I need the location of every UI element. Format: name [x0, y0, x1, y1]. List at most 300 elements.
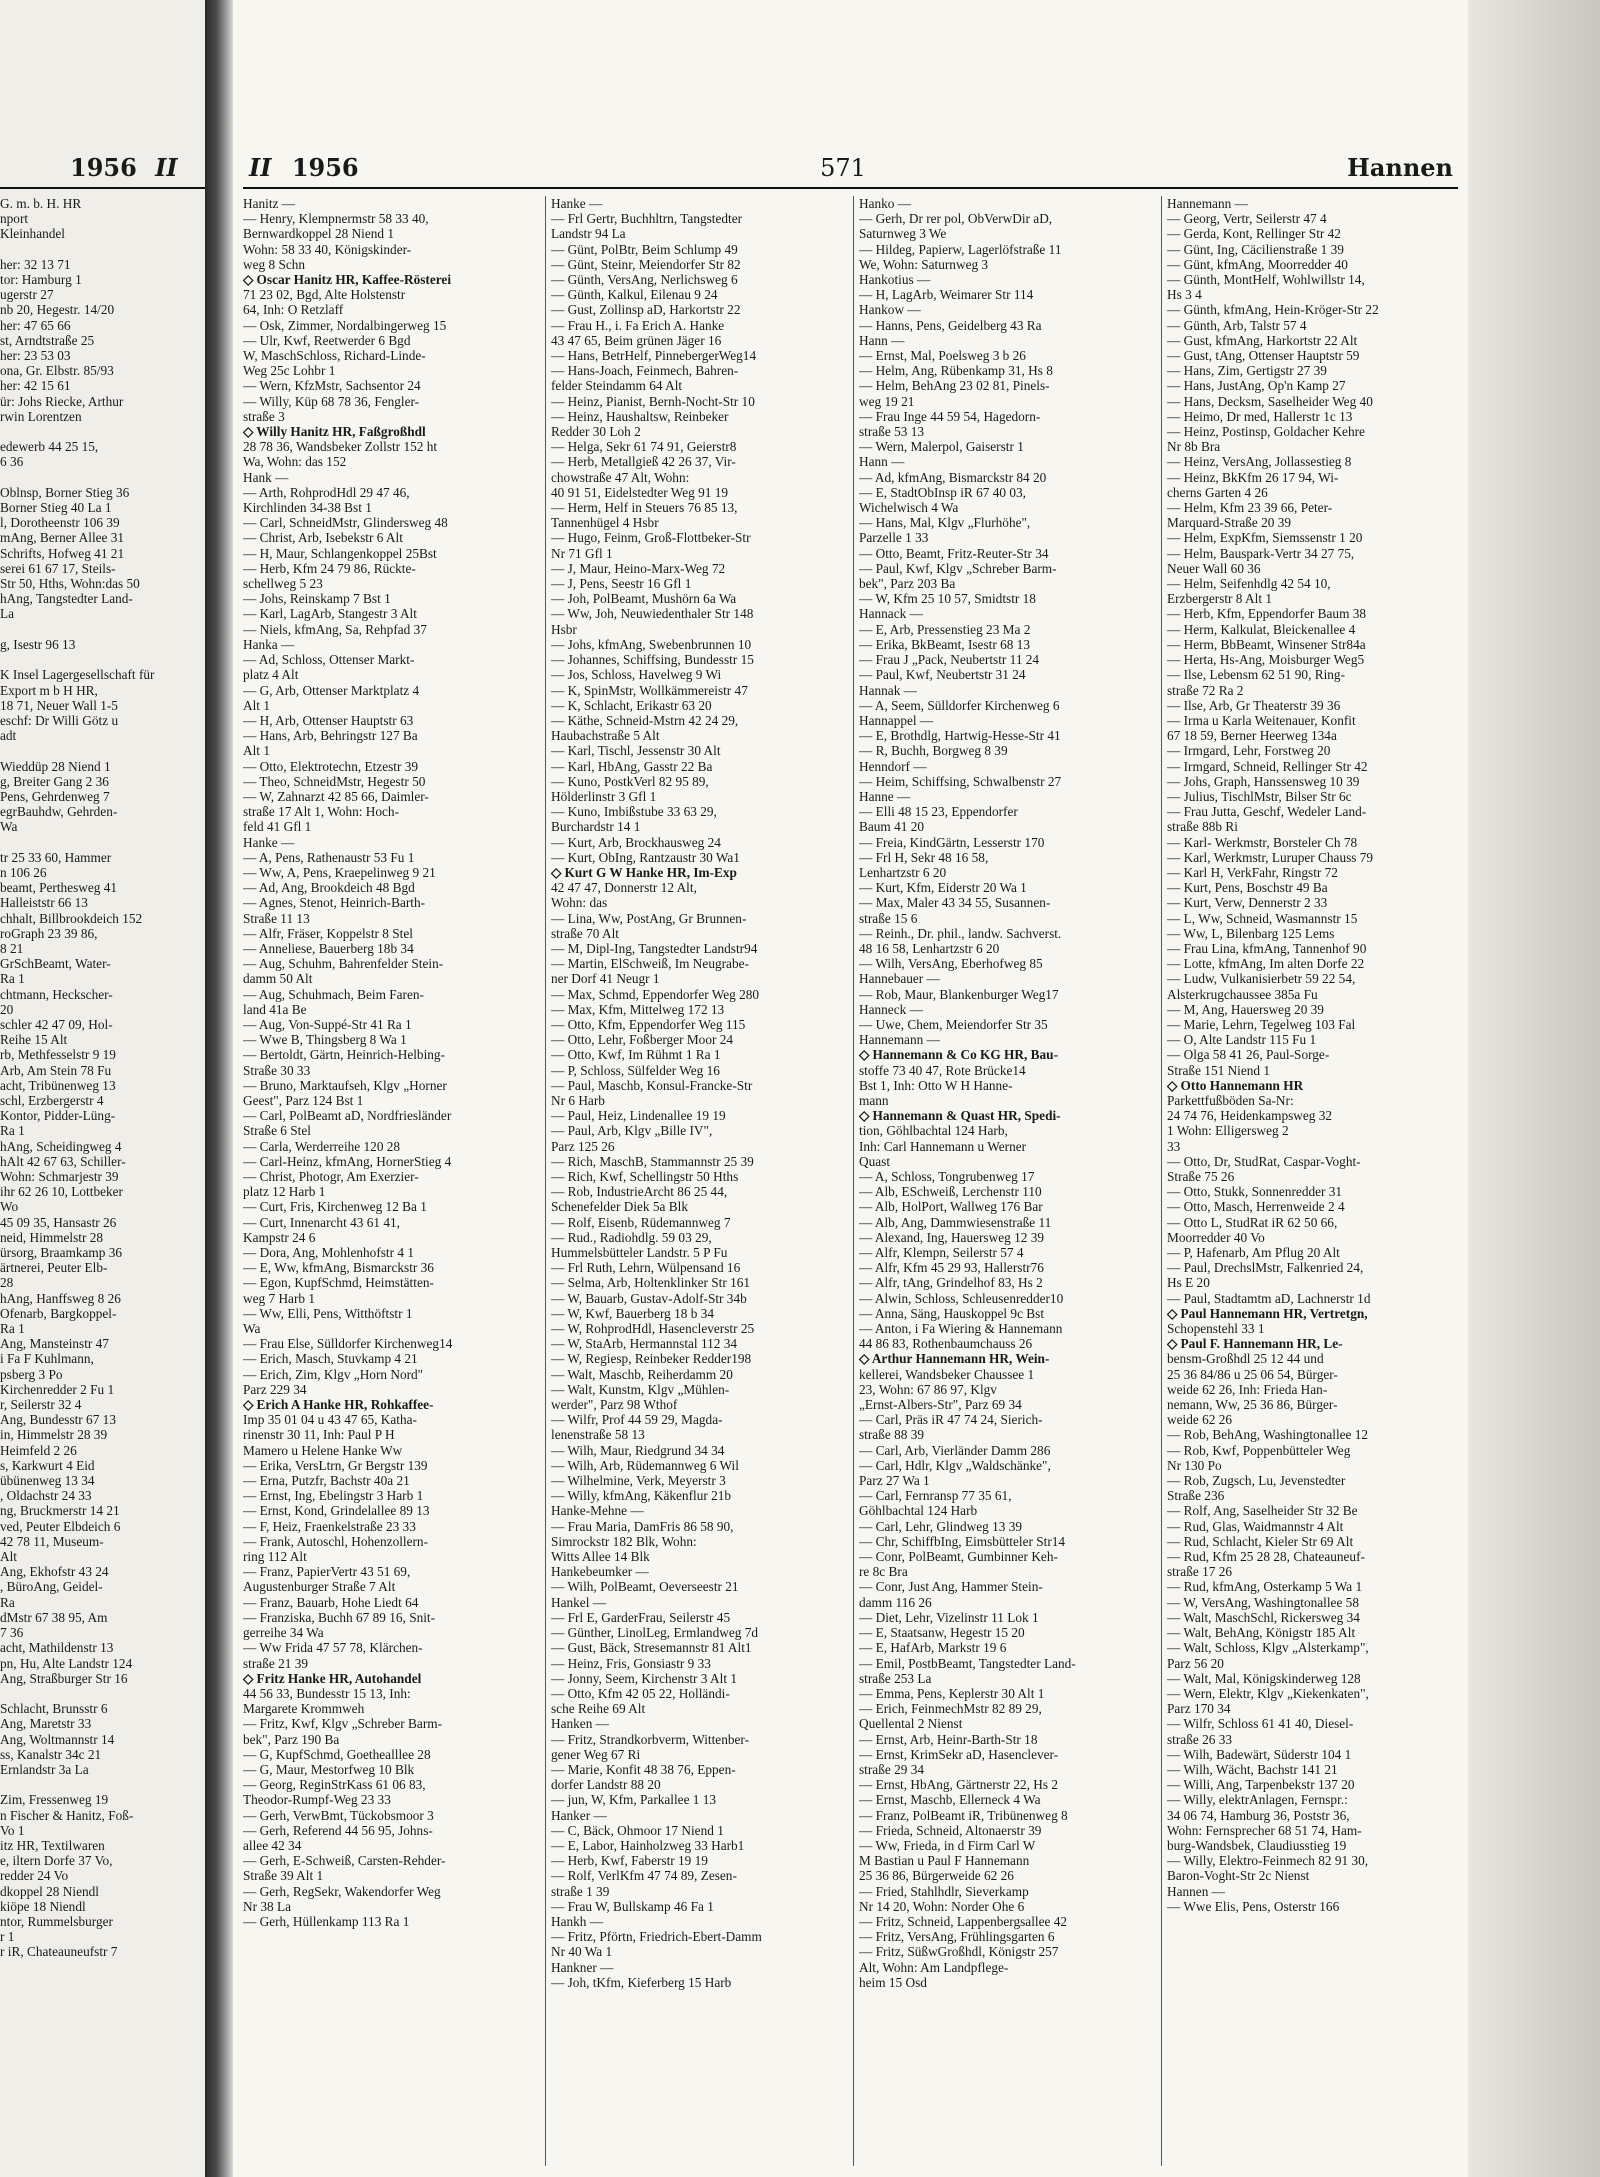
directory-entry: Hannen — [1167, 1883, 1225, 1899]
directory-column-2 [551, 196, 847, 2166]
directory-entry: werder", Parz 98 Wthof [551, 1397, 678, 1413]
directory-entry: Baum 41 20 [859, 819, 925, 835]
directory-entry: — Max, Schmd, Eppendorfer Weg 280 [551, 986, 760, 1002]
directory-entry: Hanko — [859, 196, 912, 211]
directory-entry: ner Dorf 41 Neugr 1 [551, 971, 660, 987]
directory-entry: — Wilfr, Schloss 61 41 40, Diesel- [1167, 1716, 1354, 1732]
adjacent-entry: serei 61 67 17, Steils- [0, 560, 116, 576]
adjacent-entry: psberg 3 Po [0, 1366, 63, 1382]
directory-entry: gener Weg 67 Ri [551, 1746, 641, 1762]
directory-entry: — Frl E, GarderFrau, Seilerstr 45 [551, 1609, 731, 1625]
directory-entry: weide 62 26 [1167, 1412, 1232, 1428]
directory-entry: — Wilh, Wächt, Bachstr 141 21 [1167, 1761, 1338, 1777]
directory-page [233, 0, 1468, 2177]
adjacent-entry: Kleinhandel [0, 226, 65, 242]
directory-entry: Schopenstehl 33 1 [1167, 1321, 1265, 1337]
adjacent-entry: hAng, Tangstedter Land- [0, 591, 133, 607]
adjacent-entry: K Insel Lagergesellschaft für [0, 667, 155, 683]
directory-entry: — Otto L, StudRat iR 62 50 66, [1167, 1214, 1338, 1230]
directory-entry: — Christ, Arb, Isebekstr 6 Alt [243, 530, 403, 546]
directory-entry: land 41a Be [243, 1001, 307, 1017]
directory-entry: — Walt, Kunstm, Klgv „Mühlen- [551, 1381, 730, 1397]
directory-entry: Mamero u Helene Hanke Ww [243, 1442, 403, 1458]
adjacent-entry: her: 42 15 61 [0, 378, 71, 394]
directory-entry: — Franz, PolBeamt iR, Tribünenweg 8 [859, 1807, 1068, 1823]
directory-entry: Parz 56 20 [1167, 1655, 1224, 1671]
directory-entry: ◇ Oscar Hanitz HR, Kaffee-Rösterei [243, 272, 452, 288]
directory-entry: 25 36 84/86 u 25 06 54, Bürger- [1167, 1366, 1338, 1382]
directory-entry: Lenhartzstr 6 20 [859, 864, 947, 880]
directory-entry: — Henry, Klempnermstr 58 33 40, [243, 211, 429, 227]
directory-entry: Tannenhügel 4 Hsbr [551, 515, 659, 531]
directory-entry: — Erika, BkBeamt, Isestr 68 13 [859, 636, 1030, 652]
directory-entry: straße 72 Ra 2 [1167, 682, 1244, 698]
adjacent-entry: Ang, Mansteinstr 47 [0, 1336, 109, 1352]
directory-entry: platz 4 Alt [243, 667, 299, 683]
directory-entry: bek", Parz 190 Ba [243, 1731, 340, 1747]
directory-entry: — E, HafArb, Markstr 19 6 [859, 1640, 1007, 1656]
directory-entry: — Frau J „Pack, Neubertstr 11 24 [859, 652, 1040, 668]
directory-entry: — Erich, FeinmechMstr 82 89 29, [859, 1701, 1042, 1717]
directory-entry: — Irmgard, Schneid, Rellinger Str 42 [1167, 758, 1368, 774]
directory-entry: — Rolf, Eisenb, Rüdemannweg 7 [551, 1214, 731, 1230]
directory-column-1 [243, 196, 539, 2166]
directory-entry: — Günt, Steinr, Meiendorfer Str 82 [551, 256, 741, 272]
directory-entry: — Kuno, PostkVerl 82 95 89, [551, 773, 709, 789]
directory-entry: — Kurt, Kfm, Eiderstr 20 Wa 1 [859, 880, 1027, 896]
directory-entry: — Alexand, Ing, Hauersweg 12 39 [859, 1229, 1045, 1245]
directory-entry: — Hans, Arb, Behringstr 127 Ba [243, 728, 418, 744]
adjacent-entry: Oblnsp, Borner Stieg 36 [0, 484, 130, 500]
directory-entry: — Theo, SchneidMstr, Hegestr 50 [243, 773, 426, 789]
directory-entry: weide 62 26, Inh: Frieda Han- [1167, 1381, 1328, 1397]
adjacent-entry: nb 20, Hegestr. 14/20 [0, 302, 115, 318]
directory-entry: — Arth, RohprodHdl 29 47 46, [243, 484, 410, 500]
directory-entry: — Karl, Werkmstr, Luruper Chauss 79 [1167, 849, 1374, 865]
directory-entry: ◇ Willy Hanitz HR, Faßgroßhdl [243, 424, 426, 440]
directory-entry: Marquard-Straße 20 39 [1167, 515, 1292, 531]
directory-entry: Nr 38 La [243, 1898, 291, 1914]
directory-entry: — Ww, Frieda, in d Firm Carl W [859, 1837, 1036, 1853]
directory-entry: ring 112 Alt [243, 1549, 307, 1565]
directory-entry: Moorredder 40 Vo [1167, 1229, 1265, 1245]
adjacent-entry: Vo 1 [0, 1822, 25, 1838]
directory-entry: — Rob, BehAng, Washingtonallee 12 [1167, 1427, 1369, 1443]
directory-entry: Kampstr 24 6 [243, 1229, 316, 1245]
directory-entry: Wa, Wohn: das 152 [243, 454, 347, 470]
directory-entry: bek", Parz 203 Ba [859, 576, 956, 592]
adjacent-entry: g, Isestr 96 13 [0, 636, 76, 652]
adjacent-entry: ved, Peuter Elbdeich 6 [0, 1518, 121, 1534]
directory-entry: — Rud, Schlacht, Kieler Str 69 Alt [1167, 1533, 1354, 1549]
directory-entry: — Paul, Heiz, Lindenallee 19 19 [551, 1108, 726, 1124]
directory-entry: — Otto, Kfm 42 05 22, Holländi- [551, 1685, 730, 1701]
directory-entry: — Helm, Kfm 23 39 66, Peter- [1167, 500, 1333, 516]
adjacent-entry: Ra [0, 1594, 15, 1610]
adjacent-entry: Ra 1 [0, 971, 25, 987]
directory-entry: — Alb, ESchweiß, Lerchenstr 110 [859, 1184, 1042, 1200]
page-number: 571 [820, 154, 866, 182]
directory-entry: — Günt, kfmAng, Moorredder 40 [1167, 256, 1348, 272]
directory-entry: ◇ Paul F. Hannemann HR, Le- [1167, 1336, 1343, 1352]
directory-entry: — Heinz, Fris, Gonsiastr 9 33 [551, 1655, 711, 1671]
adjacent-entry: beamt, Perthesweg 41 [0, 880, 118, 896]
directory-entry: Hankebeumker — [551, 1564, 649, 1580]
directory-entry: — Anneliese, Bauerberg 18b 34 [243, 940, 414, 956]
adjacent-entry: Pens, Gehrdenweg 7 [0, 788, 110, 804]
adjacent-entry: tor: Hamburg 1 [0, 272, 82, 288]
directory-entry: — Fritz, Strandkorbverm, Wittenber- [551, 1731, 749, 1747]
directory-entry: W, MaschSchloss, Richard-Linde- [243, 348, 426, 364]
directory-entry: Nr 130 Po [1167, 1457, 1222, 1473]
adjacent-entry: acht, Mathildenstr 13 [0, 1640, 114, 1656]
adjacent-entry: 45 09 35, Hansastr 26 [0, 1214, 117, 1230]
directory-entry: Hankotius — [859, 272, 931, 288]
directory-entry: — W, Kwf, Bauerberg 18 b 34 [551, 1305, 714, 1321]
directory-entry: ◇ Erich A Hanke HR, Rohkaffee- [243, 1397, 434, 1413]
directory-entry: — Rob, IndustrieArcht 86 25 44, [551, 1184, 728, 1200]
directory-entry: Simrockstr 182 Blk, Wohn: [551, 1533, 697, 1549]
adjacent-entry: l, Dorotheenstr 106 39 [0, 515, 120, 531]
directory-entry: — Joh, PolBeamt, Mushörn 6a Wa [551, 591, 737, 607]
directory-entry: 28 78 36, Wandsbeker Zollstr 152 ht [243, 439, 438, 455]
directory-entry: — Rud, kfmAng, Osterkamp 5 Wa 1 [1167, 1579, 1363, 1595]
directory-entry: 71 23 02, Bgd, Alte Holstenstr [243, 287, 406, 303]
directory-entry: — Gerh, RegSekr, Wakendorfer Weg [243, 1883, 441, 1899]
directory-entry: Nr 71 Gfl 1 [551, 545, 613, 561]
adjacent-entry: ona, Gr. Elbstr. 85/93 [0, 363, 114, 379]
directory-entry: Wohn: das [551, 895, 608, 911]
directory-entry: — Erich, Masch, Stuvkamp 4 21 [243, 1351, 418, 1367]
directory-entry: Hannemann — [1167, 196, 1248, 211]
directory-entry: — Ad, Ang, Brookdeich 48 Bgd [243, 880, 415, 896]
adjacent-page-column [0, 196, 200, 2166]
adjacent-entry [0, 424, 200, 439]
directory-entry: Quellental 2 Nienst [859, 1716, 963, 1732]
directory-entry: straße 88b Ri [1167, 819, 1238, 835]
adjacent-entry: ür: Johs Riecke, Arthur [0, 393, 124, 409]
adjacent-entry: rwin Lorentzen [0, 408, 82, 424]
directory-entry: — Ulr, Kwf, Reetwerder 6 Bgd [243, 332, 411, 348]
directory-entry: — Carl, Lehr, Glindweg 13 39 [859, 1518, 1023, 1534]
directory-entry: Alt 1 [243, 697, 270, 713]
directory-entry: 24 74 76, Heidenkampsweg 32 [1167, 1108, 1333, 1124]
directory-entry: — Gerh, Hüllenkamp 113 Ra 1 [243, 1913, 410, 1929]
directory-entry: Hanke — [551, 196, 603, 211]
directory-entry: — Freia, KindGärtn, Lesserstr 170 [859, 834, 1045, 850]
directory-entry: — Wilh, Arb, Rüdemannweg 6 Wil [551, 1457, 739, 1473]
directory-column-4 [1167, 196, 1463, 2166]
adjacent-entry: neid, Himmelstr 28 [0, 1229, 104, 1245]
directory-entry: — Carl, Fernransp 77 35 61, [859, 1488, 1012, 1504]
directory-entry: mann [859, 1092, 889, 1108]
directory-entry: ◇ Hannemann & Co KG HR, Bau- [859, 1047, 1058, 1063]
directory-entry: — Jos, Schloss, Havelweg 9 Wi [551, 667, 722, 683]
directory-entry: — Carl, PolBeamt aD, Nordfriesländer [243, 1108, 452, 1124]
directory-entry: 23, Wohn: 67 86 97, Klgv [859, 1381, 997, 1397]
adjacent-entry: Wo [0, 1199, 19, 1215]
directory-entry: Hummelsbütteler Landstr. 5 P Fu [551, 1245, 728, 1261]
directory-entry: Hankner — [551, 1959, 614, 1975]
directory-entry: Burchardstr 14 1 [551, 819, 641, 835]
adjacent-entry: i Fa F Kuhlmann, [0, 1351, 94, 1367]
directory-entry: — E, Ww, kfmAng, Bismarckstr 36 [243, 1260, 434, 1276]
adjacent-page-roman: II [155, 153, 178, 182]
adjacent-entry: in, Himmelstr 28 39 [0, 1427, 108, 1443]
directory-entry: „Ernst-Albers-Str", Parz 69 34 [859, 1397, 1022, 1413]
directory-entry: — H, LagArb, Weimarer Str 114 [859, 287, 1034, 303]
directory-entry: — Bertoldt, Gärtn, Heinrich-Helbing- [243, 1047, 445, 1063]
directory-entry: — W, Kfm 25 10 57, Smidtstr 18 [859, 591, 1036, 607]
directory-entry: — Kurt, Arb, Brockhausweg 24 [551, 834, 721, 850]
page-header-left [249, 150, 449, 186]
directory-entry: Henndorf — [859, 758, 927, 774]
directory-entry: ◇ Paul Hannemann HR, Vertretgn, [1167, 1305, 1368, 1321]
adjacent-entry: Wieddüp 28 Niend 1 [0, 758, 111, 774]
directory-entry: — Kuno, Imbißstube 33 63 29, [551, 804, 717, 820]
directory-entry: ◇ Kurt G W Hanke HR, Im-Exp [551, 864, 737, 880]
adjacent-entry: 28 [0, 1275, 14, 1291]
directory-entry: — Gerh, Referend 44 56 95, Johns- [243, 1822, 433, 1838]
directory-entry: — Franz, PapierVertr 43 51 69, [243, 1564, 411, 1580]
directory-entry: burg-Wandsbek, Claudiusstieg 19 [1167, 1837, 1347, 1853]
directory-entry: — Heinz, Pianist, Bernh-Nocht-Str 10 [551, 393, 755, 409]
directory-entry: — Paul, Kwf, Neubertstr 31 24 [859, 667, 1026, 683]
adjacent-entry: 6 36 [0, 454, 24, 470]
directory-entry: — Alwin, Schloss, Schleusenredder10 [859, 1290, 1064, 1306]
directory-entry: allee 42 34 [243, 1837, 302, 1853]
directory-entry: cherns Garten 4 26 [1167, 484, 1268, 500]
directory-entry: feld 41 Gfl 1 [243, 819, 312, 835]
directory-entry: — Günth, Arb, Talstr 57 4 [1167, 317, 1307, 333]
adjacent-entry: Borner Stieg 40 La 1 [0, 500, 112, 516]
adjacent-entry: 8 21 [0, 940, 24, 956]
adjacent-entry [0, 622, 200, 637]
adjacent-entry: , BüroAng, Geidel- [0, 1579, 103, 1595]
directory-entry: — J, Maur, Heino-Marx-Weg 72 [551, 560, 726, 576]
directory-entry: — Martin, ElSchweiß, Im Neugrabe- [551, 956, 749, 972]
directory-entry: — Rob, Zugsch, Lu, Jevenstedter [1167, 1473, 1346, 1489]
directory-entry: — Ernst, KrimSekr aD, Hasenclever- [859, 1746, 1059, 1762]
directory-entry: — Frieda, Schneid, Altonaerstr 39 [859, 1822, 1042, 1838]
directory-entry: — Otto, Kfm, Eppendorfer Weg 115 [551, 1016, 746, 1032]
directory-entry: Neuer Wall 60 36 [1167, 560, 1261, 576]
directory-entry: — Gerh, Dr rer pol, ObVerwDir aD, [859, 211, 1053, 227]
directory-entry: — Ad, Schloss, Ottenser Markt- [243, 652, 415, 668]
directory-entry: — Curt, Innenarcht 43 61 41, [243, 1214, 400, 1230]
directory-entry: — Otto, Dr, StudRat, Caspar-Voght- [1167, 1153, 1361, 1169]
directory-entry: — Erich, Zim, Klgv „Horn Nord" [243, 1366, 424, 1382]
adjacent-entry: Arb, Am Stein 78 Fu [0, 1062, 112, 1078]
directory-entry: Straße 75 26 [1167, 1169, 1235, 1184]
adjacent-entry: ng, Bruckmerstr 14 21 [0, 1503, 120, 1519]
directory-entry: — G, Maur, Mestorfweg 10 Blk [243, 1761, 415, 1777]
adjacent-entry: hAng, Hanffsweg 8 26 [0, 1290, 121, 1306]
adjacent-entry: Ang, Maretstr 33 [0, 1716, 92, 1732]
directory-entry: — K, Schlacht, Erikastr 63 20 [551, 697, 712, 713]
directory-entry: — Julius, TischlMstr, Bilser Str 6c [1167, 788, 1352, 804]
directory-entry: — H, Arb, Ottenser Hauptstr 63 [243, 712, 414, 728]
column-divider [1161, 196, 1162, 2166]
directory-entry: 34 06 74, Hamburg 36, Poststr 36, [1167, 1807, 1350, 1823]
directory-entry: — Herb, Kfm, Eppendorfer Baum 38 [1167, 606, 1367, 622]
directory-entry: straße 17 26 [1167, 1564, 1232, 1580]
directory-entry: — Günth, kfmAng, Hein-Kröger-Str 22 [1167, 302, 1379, 318]
directory-entry: 33 [1167, 1138, 1181, 1154]
directory-entry: — Ernst, Arb, Heinr-Barth-Str 18 [859, 1731, 1038, 1747]
directory-entry: Alt, Wohn: Am Landpflege- [859, 1959, 1009, 1975]
directory-entry: Nr 8b Bra [1167, 439, 1221, 455]
directory-entry: Quast [859, 1153, 891, 1169]
directory-entry: damm 50 Alt [243, 971, 313, 987]
directory-entry: — Egon, KupfSchmd, Heimstätten- [243, 1275, 434, 1291]
directory-entry: — Kurt, Verw, Dennerstr 2 33 [1167, 895, 1328, 911]
directory-entry: — Frau H., i. Fa Erich A. Hanke [551, 317, 725, 333]
directory-entry: — O, Alte Landstr 115 Fu 1 [1167, 1032, 1317, 1048]
directory-entry: Hanne — [859, 788, 911, 804]
directory-entry: — Wwe B, Thingsberg 8 Wa 1 [243, 1032, 407, 1048]
directory-entry: — Herta, Hs-Ang, Moisburger Weg5 [1167, 652, 1365, 668]
adjacent-entry: g, Breiter Gang 2 36 [0, 773, 109, 789]
directory-entry: — Helm, Ang, Rübenkamp 31, Hs 8 [859, 363, 1053, 379]
directory-entry: — Niels, kfmAng, Sa, Rehpfad 37 [243, 621, 427, 637]
adjacent-entry [0, 470, 200, 485]
directory-entry: — Günt, Ing, Cäcilienstraße 1 39 [1167, 241, 1344, 257]
directory-entry: — Rud, Glas, Waidmannstr 4 Alt [1167, 1518, 1344, 1534]
directory-entry: — C, Bäck, Ohmoor 17 Niend 1 [551, 1822, 724, 1838]
directory-entry: weg 19 21 [859, 393, 915, 409]
directory-entry: Göhlbachtal 124 Harb [859, 1503, 978, 1519]
directory-entry: — Hans, Decksm, Saselheider Weg 40 [1167, 393, 1373, 409]
directory-entry: — Alb, Ang, Dammwiesenstraße 11 [859, 1214, 1052, 1230]
directory-entry: 1 Wohn: Elligersweg 2 [1167, 1123, 1289, 1139]
directory-entry: — Marie, Konfit 48 38 76, Eppen- [551, 1761, 736, 1777]
directory-entry: — H, Maur, Schlangenkoppel 25Bst [243, 545, 437, 561]
directory-entry: — Fritz, VersAng, Frühlingsgarten 6 [859, 1929, 1055, 1945]
directory-entry: — W, StaArb, Hermannstal 112 34 [551, 1336, 738, 1352]
directory-entry: — Paul, Kwf, Klgv „Schreber Barm- [859, 560, 1057, 576]
directory-entry: — E, StadtObInsp iR 67 40 03, [859, 484, 1026, 500]
adjacent-entry: 42 78 11, Museum- [0, 1533, 104, 1549]
directory-entry: straße 26 33 [1167, 1731, 1232, 1747]
directory-entry: — Ad, kfmAng, Bismarckstr 84 20 [859, 469, 1047, 485]
adjacent-entry: eschf: Dr Willi Götz u [0, 712, 119, 728]
directory-entry: straße 70 Alt [551, 925, 619, 941]
directory-entry: — W, VersAng, Washingtonallee 58 [1167, 1594, 1359, 1610]
adjacent-entry: Wa [0, 819, 18, 835]
directory-entry: — Herb, Metallgieß 42 26 37, Vir- [551, 454, 736, 470]
adjacent-entry: Schrifts, Hofweg 41 21 [0, 545, 125, 561]
directory-entry: — Frau Inge 44 59 54, Hagedorn- [859, 408, 1041, 424]
adjacent-entry: egrBauhdw, Gehrden- [0, 804, 118, 820]
directory-entry: — W, Regiesp, Reinbeker Redder198 [551, 1351, 752, 1367]
directory-entry: — Wern, Elektr, Klgv „Kiekenkaten", [1167, 1685, 1369, 1701]
adjacent-entry: r, Seilerstr 32 4 [0, 1397, 82, 1413]
directory-entry: Hs 3 4 [1167, 287, 1202, 303]
adjacent-entry: r 1 [0, 1929, 15, 1945]
directory-entry: — Marie, Lehrn, Tegelweg 103 Fal [1167, 1016, 1356, 1032]
directory-entry: Straße 236 [1167, 1488, 1225, 1504]
directory-entry: — Helm, Seifenhdlg 42 54 10, [1167, 576, 1331, 592]
directory-entry: Parz 170 34 [1167, 1701, 1231, 1717]
directory-entry: straße 88 39 [859, 1427, 924, 1443]
directory-entry: — Hanns, Pens, Geidelberg 43 Ra [859, 317, 1042, 333]
adjacent-entry [0, 242, 200, 257]
directory-entry: — M, Dipl-Ing, Tangstedter Landstr94 [551, 940, 758, 956]
directory-entry: — E, Brothdlg, Hartwig-Hesse-Str 41 [859, 728, 1061, 744]
directory-entry: — Hans, Zim, Gertigstr 27 39 [1167, 363, 1327, 379]
directory-entry: — A, Pens, Rathenaustr 53 Fu 1 [243, 849, 415, 865]
adjacent-page-header [70, 150, 200, 186]
adjacent-entry: redder 24 Vo [0, 1868, 69, 1884]
directory-entry: — Aug, Von-Suppé-Str 41 Ra 1 [243, 1016, 412, 1032]
adjacent-entry: Wohn: Schmarjestr 39 [0, 1169, 119, 1184]
directory-entry: Hs E 20 [1167, 1275, 1210, 1291]
directory-entry: — Erika, VersLtrn, Gr Bergstr 139 [243, 1457, 428, 1473]
directory-entry: — Gust, tAng, Ottenser Hauptstr 59 [1167, 348, 1360, 364]
directory-entry: — Emil, PostbBeamt, Tangstedter Land- [859, 1655, 1076, 1671]
column-divider [545, 196, 546, 2166]
directory-entry: — Diet, Lehr, Vizelinstr 11 Lok 1 [859, 1609, 1039, 1625]
directory-entry: Parz 125 26 [551, 1138, 615, 1154]
directory-entry: — Walt, MaschSchl, Rickersweg 34 [1167, 1609, 1360, 1625]
directory-entry: 42 47 47, Donnerstr 12 Alt, [551, 880, 697, 896]
adjacent-entry: ürsorg, Braamkamp 36 [0, 1245, 122, 1261]
running-head: Hannen [1347, 153, 1453, 182]
directory-entry: — Max, Kfm, Mittelweg 172 13 [551, 1001, 725, 1017]
directory-entry: — Carl, Hdlr, Klgv „Waldschänke", [859, 1457, 1051, 1473]
directory-entry: — Aug, Schuhm, Bahrenfelder Stein- [243, 956, 444, 972]
directory-entry: — Hans, BetrHelf, PinnebergerWeg14 [551, 348, 757, 364]
directory-entry: — Willy, kfmAng, Käkenflur 21b [551, 1488, 732, 1504]
directory-entry: — Herm, Helf in Steuers 76 85 13, [551, 500, 738, 516]
directory-entry: 48 16 58, Lenhartzstr 6 20 [859, 940, 1000, 956]
directory-entry: — Alfr, Klempn, Seilerstr 57 4 [859, 1245, 1024, 1261]
adjacent-header-rule [0, 187, 205, 189]
directory-entry: — Heinz, VersAng, Jollassestieg 8 [1167, 454, 1352, 470]
directory-entry: — Wwe Elis, Pens, Osterstr 166 [1167, 1898, 1340, 1914]
directory-entry: — Helm, ExpKfm, Siemssenstr 1 20 [1167, 530, 1363, 546]
adjacent-entry: Ra 1 [0, 1321, 25, 1337]
directory-entry: — W, RohprodHdl, Hasencleverstr 25 [551, 1321, 755, 1337]
adjacent-entry: n 106 26 [0, 864, 47, 880]
directory-entry: — Karl, LagArb, Stangestr 3 Alt [243, 606, 417, 622]
adjacent-entry: adt [0, 728, 17, 744]
directory-entry: — Ww, Elli, Pens, Witthöftstr 1 [243, 1305, 413, 1321]
directory-entry: Parz 27 Wa 1 [859, 1473, 930, 1489]
directory-entry: — Gerh, VerwBmt, Tückobsmoor 3 [243, 1807, 434, 1823]
directory-entry: — Günt, PolBtr, Beim Schlump 49 [551, 241, 738, 257]
directory-entry: — Fritz, Pförtn, Friedrich-Ebert-Damm [551, 1929, 762, 1945]
directory-entry: platz 12 Harb 1 [243, 1184, 326, 1200]
directory-entry: 44 86 83, Rothenbaumchauss 26 [859, 1336, 1033, 1352]
directory-entry: — Herm, Kalkulat, Bleickenallee 4 [1167, 621, 1356, 637]
adjacent-entry: 7 36 [0, 1625, 24, 1641]
adjacent-entry: edewerb 44 25 15, [0, 439, 99, 455]
directory-entry: — Conr, PolBeamt, Gumbinner Keh- [859, 1549, 1058, 1565]
directory-entry: Schenefelder Diek 5a Blk [551, 1199, 688, 1215]
adjacent-entry: her: 32 13 71 [0, 256, 71, 272]
adjacent-entry: Ang, Ekhofstr 43 24 [0, 1564, 109, 1580]
directory-entry: 40 91 51, Eidelstedter Weg 91 19 [551, 484, 729, 500]
directory-entry: — Herb, Kwf, Faberstr 19 19 [551, 1853, 708, 1869]
directory-entry: — Heim, Schiffsing, Schwalbenstr 27 [859, 773, 1062, 789]
directory-entry: — Max, Maler 43 34 55, Susannen- [859, 895, 1051, 911]
directory-entry: — Wilh, VersAng, Eberhofweg 85 [859, 956, 1043, 972]
directory-entry: felder Steindamm 64 Alt [551, 378, 683, 394]
directory-entry: ◇ Fritz Hanke HR, Autohandel [243, 1670, 422, 1686]
directory-entry: 25 36 86, Bürgerweide 62 26 [859, 1868, 1014, 1884]
